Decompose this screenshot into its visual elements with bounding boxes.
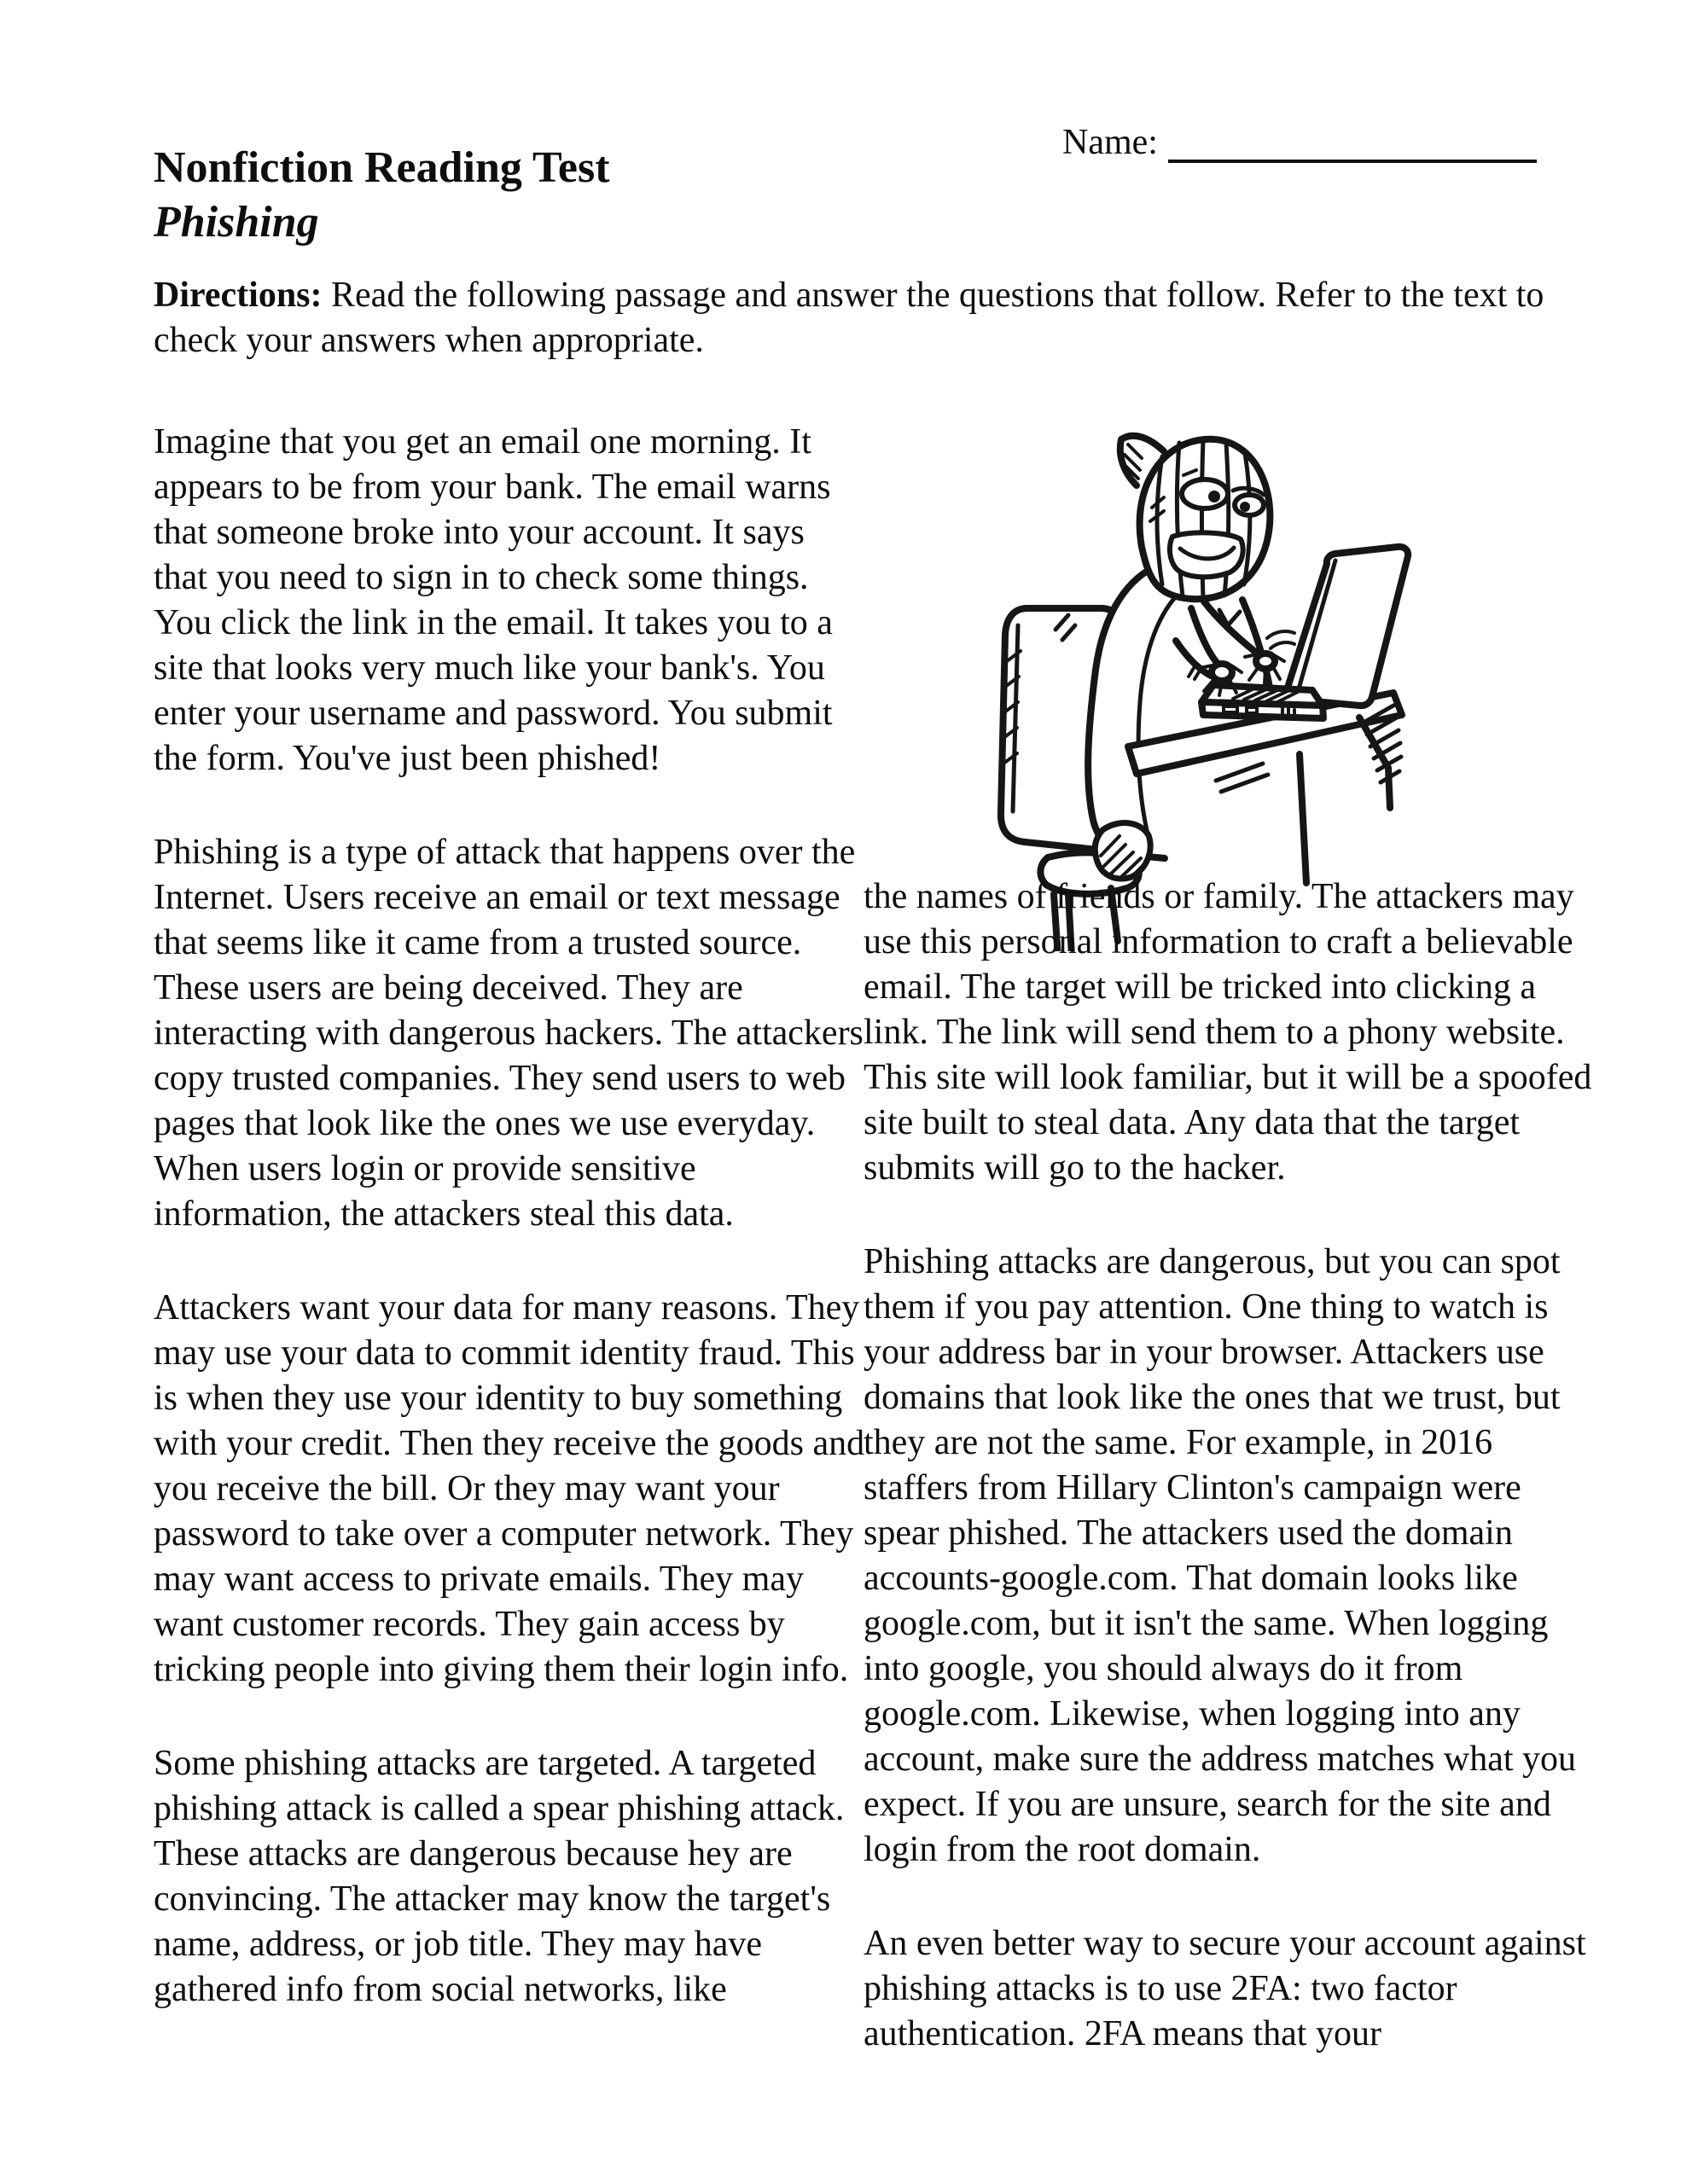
passage-paragraph: Imagine that you get an email one morning. It appears to be from your bank. The email warns that someone broke into your account. It says that you need to sign in to check some things. You click the link in the email. It takes you to a site that looks very much like your bank's. You enter your username and password. You submit the form. You've just been phished!	[154, 422, 833, 778]
passage-paragraph: Phishing attacks are dangerous, but you can spot them if you pay attention. One thing to watch is your address bar in your browser. Attackers use domains that look like the ones that we trust, but they are not the same. For example, in 2016 staffers from Hillary Clinton's campaign were spear phished. The attackers used the domain accounts-google.com. That domain looks like google.com, but it isn't the same. When logging into google, you should always do it from google.com. Likewise, when logging into any account, make sure the address matches what you expect. If you are unsure, search for the site and login from the root domain.	[864, 1242, 1577, 1869]
passage-paragraph: Attackers want your data for many reasons. They may use your data to commit identity fraud. This is when they use your identity to buy something with your credit. Then they receive the goods and you receive the bill. Or they may want your password to take over a computer network. They may want access to private emails. They may want customer records. They gain access by tricking people into giving them their login info.	[154, 1288, 865, 1689]
passage-column-left	[154, 420, 866, 2061]
passage-paragraph: Phishing is a type of attack that happens over the Internet. Users receive an email or text message that seems like it came from a trusted source. These users are being deceived. They are interacting with dangerous hackers. The attackers copy trusted companies. They send users to web pages that look like the ones we use everyday. When users login or provide sensitive information, the attackers steal this data.	[154, 833, 864, 1234]
name-label: Name:	[1062, 123, 1158, 162]
hacker-at-laptop-drawing	[973, 405, 1553, 951]
passage-paragraph: Some phishing attacks are targeted. A targeted phishing attack is called a spear phishing attack. These attacks are dangerous because hey are convincing. The attacker may know the target's name, address, or job title. They may have gathered info from social networks, like	[154, 1744, 845, 2009]
hacker-illustration	[973, 405, 1553, 951]
name-field-row	[1062, 120, 1537, 163]
directions	[154, 273, 1544, 363]
passage-paragraph: the names of friends or family. The attackers may use this personal information to craft a believable email. The target will be tricked into clicking a link. The link will send them to a phony website. This site will look familiar, but it will be a spoofed site built to steal data. Any data that the target submits will go to the hacker.	[864, 877, 1592, 1188]
passage-column-right	[864, 874, 1593, 2106]
directions-text: Read the following passage and answer the questions that follow. Refer to the text to check your answers when appropriate.	[154, 276, 1544, 360]
passage-paragraph: An even better way to secure your account against phishing attacks is to use 2FA: two factor authentication. 2FA means that your	[864, 1924, 1586, 2053]
page-subtitle: Phishing	[154, 198, 319, 247]
name-blank-line[interactable]	[1168, 120, 1537, 163]
directions-label: Directions:	[154, 276, 323, 315]
page-title: Nonfiction Reading Test	[154, 143, 610, 192]
